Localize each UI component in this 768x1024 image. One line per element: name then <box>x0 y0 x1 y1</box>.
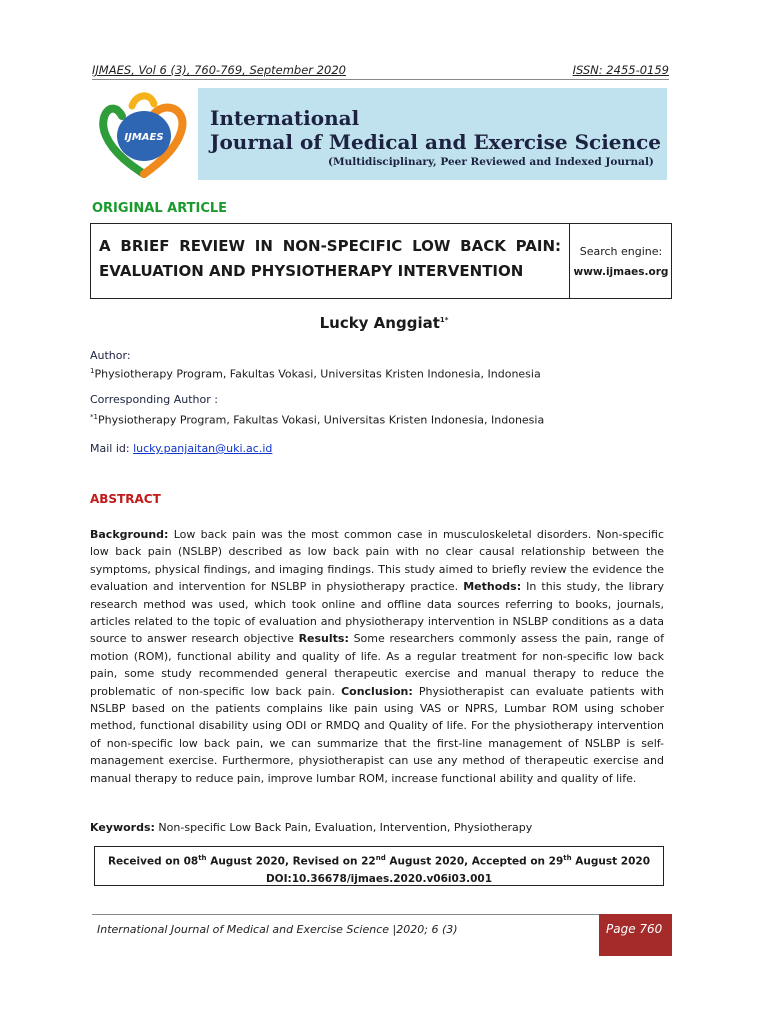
abstract-body <box>90 526 664 787</box>
revised-text: August 2020, Revised on 22 <box>206 855 376 868</box>
search-engine-info <box>571 242 671 282</box>
journal-subtitle: (Multidisciplinary, Peer Reviewed and Indexed Journal) <box>328 156 654 168</box>
methods-text: In this study, the library research method was used, which took online and offline data sources referring to books, journals, articles related to the topic of evaluation and physiotherapy intervention in NSLBP conditions as a data source to answer research objective <box>90 580 664 646</box>
methods-label: Methods: <box>463 580 522 594</box>
accepted-text: August 2020, Accepted on 29 <box>385 855 564 868</box>
search-engine-url[interactable]: www.ijmaes.org <box>573 266 669 278</box>
author-label: Author: <box>90 349 131 362</box>
journal-banner <box>198 88 667 180</box>
author-affiliation-text: Physiotherapy Program, Fakultas Vokasi, Universitas Kristen Indonesia, Indonesia <box>94 367 541 381</box>
conclusion-text: Physiotherapist can evaluate patients with NSLBP based on the patients complains like pain using VAS or NPRS, Lumbar ROM using schober method, functional disability using ODI or RMDQ and Quality of life. For the physiotherapy intervention of non-specific low back pain, we can summarize that the first-line management of NSLBP is self-management exercise. Furthermore, physiotherapist can use any method of therapeutic exercise and manual therapy to reduce pain, improve lumbar ROM, increase functional ability and quality of life. <box>90 684 664 785</box>
mail-label: Mail id: <box>90 442 130 455</box>
abstract-heading: ABSTRACT <box>90 492 161 506</box>
background-label: Background: <box>90 528 169 541</box>
author-affiliation-sup: 1 <box>90 367 95 375</box>
received-dates <box>95 847 663 871</box>
keywords-label: Keywords: <box>90 821 155 834</box>
keywords-text: Non-specific Low Back Pain, Evaluation, Intervention, Physiotherapy <box>154 821 533 834</box>
accepted-post: August 2020 <box>571 855 651 868</box>
search-engine-label: Search engine: <box>579 245 663 258</box>
footer-journal: International Journal of Medical and Exercise Science |2020; 6 (3) <box>97 923 458 936</box>
logo-text: IJMAES <box>124 132 164 143</box>
keywords <box>90 821 532 834</box>
results-label: Results: <box>298 632 349 646</box>
received-box <box>94 846 664 886</box>
revised-sup: nd <box>375 854 386 862</box>
author-name <box>0 314 768 332</box>
journal-citation: IJMAES, Vol 6 (3), 760-769, September 2020 <box>92 63 346 77</box>
results-text: Some researchers commonly assess the pain, range of motion (ROM), functional ability and quality of life. As a regular treatment for non-specific low back pain, some study recommended general therapeutic exercise and manual therapy to reduce the problematic of non-specific low back pain. <box>90 632 664 698</box>
background-text: Low back pain was the most common case in musculoskeletal disorders. Non-specific low back pain (NSLBP) described as low back pain with no clear causal relationship between the symptoms, physical findings, and imaging findings. This study aimed to briefly review the evidence the evaluation and intervention for NSLBP in physiotherapy practice. <box>90 528 664 594</box>
conclusion-label: Conclusion: <box>341 684 413 698</box>
received-sup: th <box>198 854 207 862</box>
mail-id <box>90 442 272 455</box>
corresponding-sup: *1 <box>90 413 98 421</box>
header-rule <box>92 79 669 80</box>
article-title: A BRIEF REVIEW IN NON-SPECIFIC LOW BACK PAIN: EVALUATION AND PHYSIOTHERAPY INTERVENTION <box>99 237 561 280</box>
corresponding-affiliation <box>90 413 544 427</box>
received-pre: Received on 08 <box>107 855 199 868</box>
accepted-sup: th <box>563 854 572 862</box>
mail-link[interactable]: lucky.panjaitan@uki.ac.id <box>133 442 273 455</box>
title-divider <box>569 224 570 298</box>
author-name-text: Lucky Anggiat <box>319 314 440 332</box>
article-type: ORIGINAL ARTICLE <box>92 201 228 216</box>
page-number: Page 760 <box>606 922 663 936</box>
journal-title-line2: Journal of Medical and Exercise Science <box>210 130 661 154</box>
page-number-box <box>599 914 672 956</box>
doi[interactable]: DOI:10.36678/ijmaes.2020.v06i03.001 <box>265 872 493 885</box>
article-title-box <box>90 223 672 299</box>
corresponding-affiliation-text: Physiotherapy Program, Fakultas Vokasi, Universitas Kristen Indonesia, Indonesia <box>97 413 545 427</box>
corresponding-author-label: Corresponding Author : <box>90 393 218 406</box>
author-marks: 1* <box>439 316 449 324</box>
footer-rule <box>92 914 599 915</box>
issn: ISSN: 2455-0159 <box>572 63 669 77</box>
journal-logo <box>92 86 194 182</box>
journal-title-line1: International <box>210 106 360 130</box>
author-affiliation <box>90 367 541 381</box>
